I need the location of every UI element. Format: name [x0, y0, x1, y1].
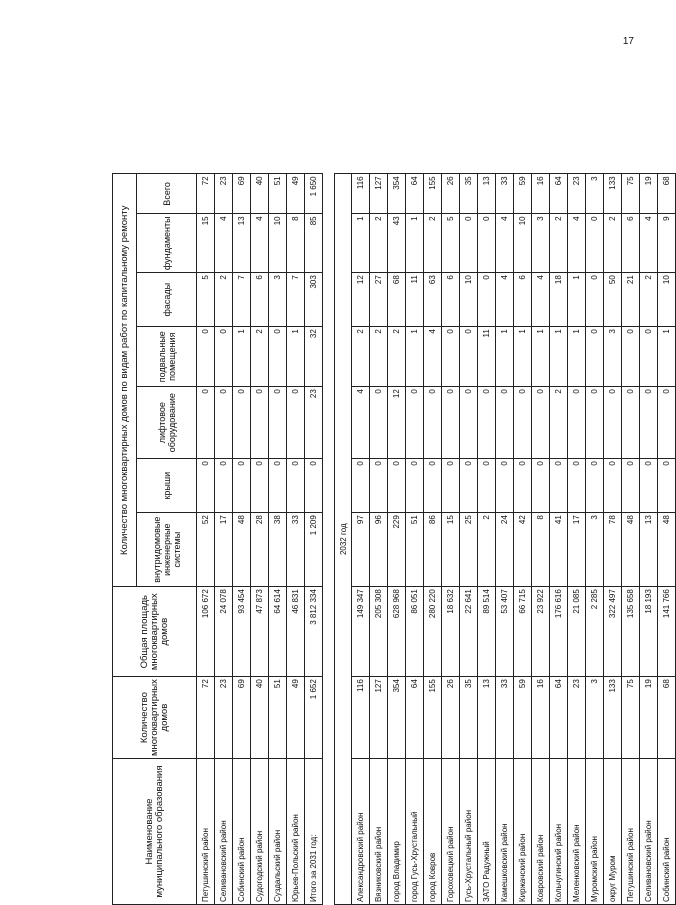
row-value-cell: 0	[640, 459, 658, 513]
table-row	[287, 174, 305, 905]
row-value-cell: 23	[305, 387, 323, 459]
row-value-cell: 0	[287, 459, 305, 513]
row-value-cell: 15	[442, 513, 460, 587]
row-value-cell: 106 672	[197, 587, 215, 677]
table-row	[251, 174, 269, 905]
row-value-cell: 86	[424, 513, 442, 587]
row-value-cell: 86 051	[406, 587, 424, 677]
row-value-cell: 23	[568, 174, 586, 214]
row-value-cell: 21 085	[568, 587, 586, 677]
row-value-cell: 0	[388, 459, 406, 513]
row-name-cell: город Ковров	[424, 759, 442, 905]
row-value-cell: 0	[406, 387, 424, 459]
row-value-cell: 13	[478, 174, 496, 214]
row-value-cell: 59	[514, 174, 532, 214]
row-value-cell: 6	[622, 214, 640, 273]
row-value-cell: 33	[496, 174, 514, 214]
row-value-cell: 1	[514, 327, 532, 387]
row-value-cell: 68	[658, 174, 676, 214]
row-value-cell: 66 715	[514, 587, 532, 677]
row-value-cell: 0	[197, 387, 215, 459]
row-value-cell: 6	[251, 273, 269, 327]
row-value-cell: 3	[586, 513, 604, 587]
row-value-cell: 0	[604, 459, 622, 513]
row-value-cell: 0	[460, 214, 478, 273]
row-value-cell: 0	[586, 273, 604, 327]
header-facades: фасады	[137, 273, 197, 327]
table-row	[496, 174, 514, 905]
table-row	[269, 174, 287, 905]
row-value-cell: 3 812 334	[305, 587, 323, 677]
row-name-cell: Гороховецкий район	[442, 759, 460, 905]
row-value-cell: 35	[460, 174, 478, 214]
row-value-cell: 3	[586, 677, 604, 759]
header-works-group: Количество многоквартирных домов по видам работ по капитальному ремонту	[113, 174, 137, 587]
row-value-cell: 64	[550, 174, 568, 214]
row-value-cell: 0	[442, 327, 460, 387]
row-value-cell: 50	[604, 273, 622, 327]
row-value-cell: 63	[424, 273, 442, 327]
row-value-cell: 4	[215, 214, 233, 273]
row-value-cell: 23 922	[532, 587, 550, 677]
row-value-cell: 8	[532, 513, 550, 587]
row-value-cell: 2 285	[586, 587, 604, 677]
table-row	[215, 174, 233, 905]
row-value-cell: 0	[478, 387, 496, 459]
row-value-cell: 628 968	[388, 587, 406, 677]
table-row	[442, 174, 460, 905]
row-value-cell: 42	[514, 513, 532, 587]
row-value-cell: 4	[352, 387, 370, 459]
row-value-cell: 0	[251, 387, 269, 459]
row-value-cell: 64	[406, 174, 424, 214]
row-value-cell: 2	[352, 327, 370, 387]
row-value-cell: 69	[233, 174, 251, 214]
row-value-cell: 1	[568, 327, 586, 387]
row-name-cell: Камешковский район	[496, 759, 514, 905]
row-value-cell: 127	[370, 174, 388, 214]
row-value-cell: 205 308	[370, 587, 388, 677]
row-value-cell: 0	[604, 387, 622, 459]
row-value-cell: 0	[622, 387, 640, 459]
header-basements: подвальные помещения	[137, 327, 197, 387]
table-row	[460, 174, 478, 905]
row-value-cell: 0	[586, 327, 604, 387]
row-value-cell: 18	[550, 273, 568, 327]
row-value-cell: 93 454	[233, 587, 251, 677]
row-value-cell: 0	[442, 387, 460, 459]
row-value-cell: 0	[215, 459, 233, 513]
header-name: Наименование муниципального образования	[113, 759, 197, 905]
row-value-cell: 0	[586, 214, 604, 273]
header-elevators: лифтовое оборудование	[137, 387, 197, 459]
row-value-cell: 4	[568, 214, 586, 273]
row-value-cell: 72	[197, 677, 215, 759]
row-value-cell: 9	[658, 214, 676, 273]
table-row	[305, 174, 323, 905]
row-value-cell: 0	[269, 459, 287, 513]
row-value-cell: 59	[514, 677, 532, 759]
row-name-cell: Селивановский район	[215, 759, 233, 905]
row-value-cell: 21	[622, 273, 640, 327]
row-value-cell: 0	[233, 387, 251, 459]
row-value-cell: 15	[197, 214, 215, 273]
row-value-cell: 2	[370, 327, 388, 387]
row-value-cell: 0	[460, 327, 478, 387]
row-value-cell: 3	[269, 273, 287, 327]
row-name-cell: округ Муром	[604, 759, 622, 905]
row-value-cell: 280 220	[424, 587, 442, 677]
row-value-cell: 3	[586, 174, 604, 214]
row-value-cell: 72	[197, 174, 215, 214]
row-value-cell: 229	[388, 513, 406, 587]
row-value-cell: 149 347	[352, 587, 370, 677]
row-name-cell: Муромский район	[586, 759, 604, 905]
row-name-cell: город Владимир	[388, 759, 406, 905]
row-value-cell: 176 616	[550, 587, 568, 677]
year-label: 2032 год	[335, 174, 352, 905]
row-value-cell: 96	[370, 513, 388, 587]
row-name-cell: Собинский район	[233, 759, 251, 905]
row-value-cell: 1	[496, 327, 514, 387]
row-value-cell: 0	[478, 273, 496, 327]
table-row	[658, 174, 676, 905]
row-name-cell: Суздальский район	[269, 759, 287, 905]
row-value-cell: 0	[532, 459, 550, 513]
row-value-cell: 2	[604, 214, 622, 273]
table-row	[532, 174, 550, 905]
row-value-cell: 51	[269, 174, 287, 214]
row-value-cell: 32	[305, 327, 323, 387]
row-value-cell: 48	[233, 513, 251, 587]
row-value-cell: 5	[197, 273, 215, 327]
spacer-cell	[323, 174, 335, 905]
row-value-cell: 75	[622, 174, 640, 214]
row-value-cell: 38	[269, 513, 287, 587]
row-value-cell: 0	[514, 387, 532, 459]
row-value-cell: 85	[305, 214, 323, 273]
row-value-cell: 135 658	[622, 587, 640, 677]
row-value-cell: 27	[370, 273, 388, 327]
row-value-cell: 18 193	[640, 587, 658, 677]
row-value-cell: 10	[658, 273, 676, 327]
row-name-cell: Гусь-Хрустальный район	[460, 759, 478, 905]
row-name-cell: Итого за 2031 год:	[305, 759, 323, 905]
row-value-cell: 0	[658, 459, 676, 513]
row-value-cell: 354	[388, 174, 406, 214]
table-row	[586, 174, 604, 905]
row-value-cell: 0	[460, 459, 478, 513]
row-value-cell: 64 614	[269, 587, 287, 677]
row-value-cell: 49	[287, 677, 305, 759]
row-value-cell: 116	[352, 677, 370, 759]
row-value-cell: 0	[514, 459, 532, 513]
row-value-cell: 48	[658, 513, 676, 587]
row-value-cell: 51	[269, 677, 287, 759]
row-name-cell: Киржачский район	[514, 759, 532, 905]
row-value-cell: 127	[370, 677, 388, 759]
row-value-cell: 10	[269, 214, 287, 273]
header-roofs: крыши	[137, 459, 197, 513]
row-value-cell: 7	[233, 273, 251, 327]
row-value-cell: 4	[532, 273, 550, 327]
row-value-cell: 35	[460, 677, 478, 759]
row-value-cell: 155	[424, 174, 442, 214]
row-value-cell: 51	[406, 513, 424, 587]
table-row	[604, 174, 622, 905]
row-value-cell: 47 873	[251, 587, 269, 677]
row-value-cell: 0	[622, 327, 640, 387]
row-value-cell: 6	[514, 273, 532, 327]
row-value-cell: 22 641	[460, 587, 478, 677]
header-total: Всего	[137, 174, 197, 214]
row-name-cell: город Гусь-Хрустальный	[406, 759, 424, 905]
row-value-cell: 23	[568, 677, 586, 759]
row-value-cell: 89 514	[478, 587, 496, 677]
row-value-cell: 0	[550, 459, 568, 513]
row-value-cell: 0	[305, 459, 323, 513]
row-value-cell: 0	[197, 459, 215, 513]
row-value-cell: 16	[532, 174, 550, 214]
row-value-cell: 68	[658, 677, 676, 759]
row-value-cell: 0	[424, 459, 442, 513]
row-value-cell: 2	[550, 214, 568, 273]
table-row	[478, 174, 496, 905]
row-value-cell: 0	[352, 459, 370, 513]
row-value-cell: 1	[406, 327, 424, 387]
row-value-cell: 0	[496, 459, 514, 513]
row-value-cell: 2	[388, 327, 406, 387]
row-value-cell: 2	[478, 513, 496, 587]
row-value-cell: 2	[370, 214, 388, 273]
row-value-cell: 23	[215, 677, 233, 759]
header-engineering: внутридомовые инженерные системы	[137, 513, 197, 587]
row-value-cell: 0	[586, 459, 604, 513]
row-value-cell: 3	[532, 214, 550, 273]
row-value-cell: 0	[370, 387, 388, 459]
row-value-cell: 46 831	[287, 587, 305, 677]
row-value-cell: 7	[287, 273, 305, 327]
row-value-cell: 0	[478, 459, 496, 513]
row-name-cell: Селивановский район	[640, 759, 658, 905]
row-value-cell: 133	[604, 174, 622, 214]
table-row	[424, 174, 442, 905]
row-value-cell: 33	[287, 513, 305, 587]
row-value-cell: 3	[604, 327, 622, 387]
row-value-cell: 13	[478, 677, 496, 759]
table-row	[233, 174, 251, 905]
row-value-cell: 0	[442, 459, 460, 513]
row-value-cell: 10	[514, 214, 532, 273]
row-value-cell: 2	[424, 214, 442, 273]
row-value-cell: 1 650	[305, 174, 323, 214]
row-value-cell: 1	[233, 327, 251, 387]
row-value-cell: 0	[532, 387, 550, 459]
capital-repair-table	[112, 173, 676, 905]
row-value-cell: 0	[197, 327, 215, 387]
table-row	[640, 174, 658, 905]
row-value-cell: 0	[215, 387, 233, 459]
row-value-cell: 0	[568, 387, 586, 459]
row-value-cell: 322 497	[604, 587, 622, 677]
row-value-cell: 4	[496, 273, 514, 327]
row-value-cell: 0	[233, 459, 251, 513]
row-value-cell: 0	[370, 459, 388, 513]
row-value-cell: 69	[233, 677, 251, 759]
row-value-cell: 11	[406, 273, 424, 327]
row-value-cell: 23	[215, 174, 233, 214]
row-value-cell: 0	[269, 387, 287, 459]
row-value-cell: 64	[550, 677, 568, 759]
year-row	[335, 174, 352, 905]
table-row	[550, 174, 568, 905]
row-value-cell: 53 407	[496, 587, 514, 677]
row-value-cell: 33	[496, 677, 514, 759]
row-value-cell: 141 766	[658, 587, 676, 677]
row-value-cell: 8	[287, 214, 305, 273]
table-row	[388, 174, 406, 905]
table-row	[406, 174, 424, 905]
row-name-cell: Ковровский район	[532, 759, 550, 905]
row-value-cell: 13	[233, 214, 251, 273]
row-value-cell: 0	[622, 459, 640, 513]
row-name-cell: Вязниковский район	[370, 759, 388, 905]
row-name-cell: Александровский район	[352, 759, 370, 905]
page-number: 17	[622, 36, 634, 47]
table-row	[352, 174, 370, 905]
row-value-cell: 0	[460, 387, 478, 459]
row-value-cell: 17	[568, 513, 586, 587]
table-row	[622, 174, 640, 905]
row-value-cell: 1	[568, 273, 586, 327]
row-value-cell: 0	[287, 387, 305, 459]
row-value-cell: 1 652	[305, 677, 323, 759]
row-value-cell: 78	[604, 513, 622, 587]
row-value-cell: 17	[215, 513, 233, 587]
row-value-cell: 0	[640, 327, 658, 387]
row-name-cell: Меленковский район	[568, 759, 586, 905]
row-value-cell: 1	[287, 327, 305, 387]
row-name-cell: Юрьев-Польский район	[287, 759, 305, 905]
row-value-cell: 0	[251, 459, 269, 513]
row-value-cell: 155	[424, 677, 442, 759]
row-value-cell: 0	[496, 387, 514, 459]
row-value-cell: 13	[640, 513, 658, 587]
row-value-cell: 354	[388, 677, 406, 759]
row-value-cell: 116	[352, 174, 370, 214]
row-name-cell: Петушинский район	[622, 759, 640, 905]
table-row	[197, 174, 215, 905]
table-row	[568, 174, 586, 905]
row-value-cell: 2	[251, 327, 269, 387]
row-value-cell: 4	[640, 214, 658, 273]
row-value-cell: 1 209	[305, 513, 323, 587]
row-value-cell: 303	[305, 273, 323, 327]
row-value-cell: 52	[197, 513, 215, 587]
row-value-cell: 0	[424, 387, 442, 459]
row-value-cell: 97	[352, 513, 370, 587]
row-value-cell: 1	[532, 327, 550, 387]
row-value-cell: 48	[622, 513, 640, 587]
row-value-cell: 0	[568, 459, 586, 513]
row-value-cell: 0	[640, 387, 658, 459]
row-value-cell: 4	[424, 327, 442, 387]
row-value-cell: 19	[640, 677, 658, 759]
row-value-cell: 40	[251, 677, 269, 759]
row-value-cell: 68	[388, 273, 406, 327]
row-value-cell: 26	[442, 677, 460, 759]
row-value-cell: 11	[478, 327, 496, 387]
table-row	[514, 174, 532, 905]
row-value-cell: 49	[287, 174, 305, 214]
row-value-cell: 1	[658, 327, 676, 387]
row-name-cell: Петушинский район	[197, 759, 215, 905]
row-value-cell: 64	[406, 677, 424, 759]
row-value-cell: 4	[496, 214, 514, 273]
row-value-cell: 12	[388, 387, 406, 459]
row-value-cell: 0	[478, 214, 496, 273]
row-value-cell: 41	[550, 513, 568, 587]
row-value-cell: 1	[352, 214, 370, 273]
row-value-cell: 2	[215, 273, 233, 327]
header-count: Количество многоквартирных домов	[113, 677, 197, 759]
row-name-cell: Судогодский район	[251, 759, 269, 905]
row-value-cell: 0	[586, 387, 604, 459]
row-name-cell: ЗАТО Радужный	[478, 759, 496, 905]
row-value-cell: 28	[251, 513, 269, 587]
row-value-cell: 0	[269, 327, 287, 387]
row-value-cell: 16	[532, 677, 550, 759]
row-value-cell: 26	[442, 174, 460, 214]
row-value-cell: 40	[251, 174, 269, 214]
row-value-cell: 75	[622, 677, 640, 759]
row-value-cell: 133	[604, 677, 622, 759]
row-value-cell: 0	[406, 459, 424, 513]
spacer-row	[323, 174, 335, 905]
row-name-cell: Собинский район	[658, 759, 676, 905]
table-row	[370, 174, 388, 905]
row-value-cell: 2	[640, 273, 658, 327]
row-value-cell: 2	[550, 387, 568, 459]
row-value-cell: 24	[496, 513, 514, 587]
row-value-cell: 6	[442, 273, 460, 327]
row-value-cell: 12	[352, 273, 370, 327]
row-value-cell: 19	[640, 174, 658, 214]
header-area: Общая площадь многоквартирных домов	[113, 587, 197, 677]
row-value-cell: 4	[251, 214, 269, 273]
row-value-cell: 18 632	[442, 587, 460, 677]
row-value-cell: 0	[658, 387, 676, 459]
row-value-cell: 24 078	[215, 587, 233, 677]
row-name-cell: Кольчугинский район	[550, 759, 568, 905]
row-value-cell: 10	[460, 273, 478, 327]
row-value-cell: 0	[215, 327, 233, 387]
row-value-cell: 25	[460, 513, 478, 587]
row-value-cell: 1	[550, 327, 568, 387]
row-value-cell: 43	[388, 214, 406, 273]
row-value-cell: 1	[406, 214, 424, 273]
header-foundations: фундаменты	[137, 214, 197, 273]
row-value-cell: 5	[442, 214, 460, 273]
